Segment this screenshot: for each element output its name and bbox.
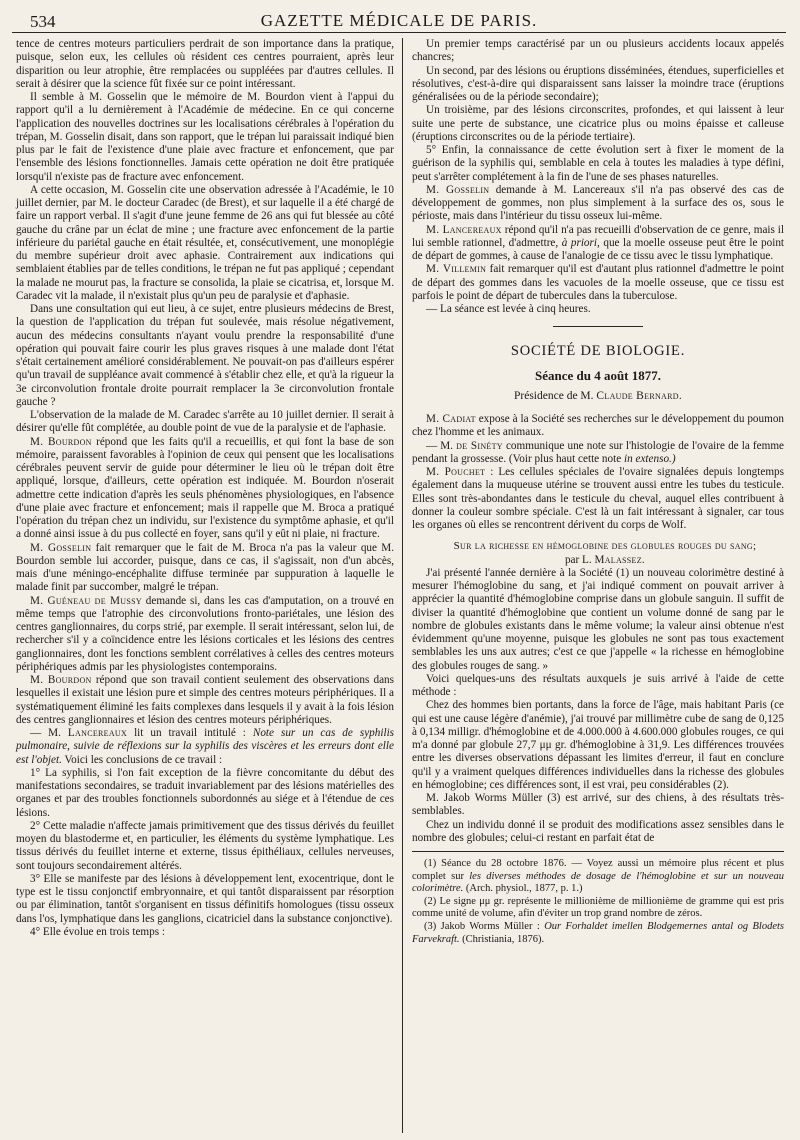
paragraph-text: que la moelle osseuse peut être le point de départ de gommes, à cause de l'analogie de ce tissu avec le tissu lymphatique. — [412, 236, 785, 262]
paragraph-text: lit un travail intitulé : — [134, 727, 246, 739]
speaker-name: M. Bourdon — [30, 435, 92, 448]
paragraph-text: fait remarquer que le fait de M. Broca n'a pas la valeur que M. Bourdon semble lui accorder, puisque, dans ce cas, il s'agissait, non d'un abcès, mais d'une méningo-encéphalite diffuse terminée par suppuration à laquelle le malade finit par succomber, malgré le trépan. — [16, 541, 395, 594]
footnote-emphasis: les diverses méthodes de dosage de l'hémoglobine et sur un nouveau colorimètre. — [412, 870, 784, 895]
paragraph: Un troisième, par des lésions circonscrites, profondes, et qui laissent à leur suite une perte de substance, une cicatrice plus ou moins épaisse et calleuse (éruptions circonscrites ou de la période tertiaire). — [412, 104, 784, 143]
paragraph: 3° Elle se manifeste par des lésions à développement lent, exocentrique, dont le type est le tissu conjonctif embryonnaire, et qui tantôt disparaissent par résorption ou par élimination, tantôt s'organisent en tissus définitifs homologues (tissu osseux dans l'os, lymphatique dans les ganglions, cicatriciel dans la substance conjonctive). — [16, 872, 394, 925]
paragraph: Un second, par des lésions ou éruptions disséminées, étendues, superficielles et résolutives, c'est-à-dire qui disparaissent sans laisser la moindre trace (éruptions généralisées ou de la période secondaire); — [412, 64, 784, 103]
paragraph — [16, 595, 394, 675]
speaker-name: de Sinéty — [456, 439, 503, 452]
page-number: 534 — [30, 12, 56, 31]
paragraph: A cette occasion, M. Gosselin cite une observation adressée à l'Académie, le 10 juillet dernier, par M. le docteur Caradec (de Brest), et sur laquelle il a été chargé de faire un rapport verbal. Il s'agit d'une jeune femme de 26 ans qui fut blessée au côté gauche du crâne par un éclat de mine ; une fracture avec enfoncement de la partie inférieure du pariétal gauche en était résultée, et, consécutivement, une monoplégie du membre supérieur droit avec aphasie. Contrairement aux indications qui semblaient établies par de telles conditions, le trépan ne fut pas appliqué ; cependant la malade ne mourut pas, la fracture se consolida, la plaie se cicatrisa, et, lorsque M. Caradec vit la malade, il n'existait plus qu'un peu de paralysie et d'aphasie. — [16, 183, 394, 302]
emphasis: à priori, — [561, 236, 600, 249]
paragraph: 4° Elle évolue en trois temps : — [30, 925, 165, 938]
paragraph-text: répond que les faits qu'il a recueillis, et qui font la base de son mémoire, paraissent favorables à l'opinion de ceux qui pensent que les localisations cérébrales peuvent servir de guide pour déterminer le lieu où le trépan doit être appliqué, lorsque, d'ailleurs, cette opération est indiquée. M. Bourdon n'oserait admettre cette indication d'après les seuls phénomènes physiologiques, en l'absence d'une plaie avec fracture et enfoncement; mais il rappelle que M. Broca a pratiqué l'opération du trépan chez un individu, sur l'existence du symptôme aphasie, et qu'il a donné ainsi issue à du pus collecté en foyer, sans qu'il y eût ni plaie, ni fracture. — [16, 435, 394, 541]
footnote — [412, 921, 784, 946]
paragraph-text: demande à M. Lancereaux s'il n'a pas observé des cas de développement de gommes, non plus simplement à la surface des os, sous le périoste, mais dans l'intérieur du tissu osseux lui-même. — [412, 183, 784, 223]
paragraph — [16, 542, 394, 595]
article-author — [412, 554, 784, 567]
footnote: (2) Le signe μμ gr. représente le millionième de millionième de gramme qui est pris comme unité de volume, afin d'éviter un trop grand nombre de zéros. — [412, 895, 784, 920]
paragraph — [16, 674, 394, 727]
paragraph-text: communique une note sur l'histologie de l'ovaire de la femme pendant la grossesse. (Voir plus haut cette note — [412, 439, 784, 465]
footnote-divider — [412, 851, 784, 852]
society-title: SOCIÉTÉ DE BIOLOGIE. — [510, 343, 686, 360]
paragraph — [16, 727, 394, 767]
speaker-name: M. Pouchet — [426, 466, 486, 478]
paragraph-text: — M. — [426, 439, 454, 452]
paragraph: Un premier temps caractérisé par un ou plusieurs accidents locaux appelés chancres; — [412, 38, 784, 64]
paragraph-text: : Les cellules spéciales de l'ovaire signalées depuis longtemps également dans la muqueuse utérine se trouvent aussi entre les tubes du testicule. Elles sont très-abondantes dans le testicule du cheval, auquel elles contribuent à donner la couleur sombre spéciale. C'est là un fait intéressant à signaler, car tous les organes où elles se rencontrent dérivent du corps de Wolf. — [412, 466, 784, 531]
president-name: Claude Bernard. — [596, 389, 682, 402]
paragraph: 5° Enfin, la connaissance de cette évolution sert à fixer le moment de la guérison de la syphilis qui, semblable en cela à toutes les maladies à type défini, peut s'arrêter complétement à la fin de l'une de ses phases naturelles. — [412, 144, 784, 183]
paragraph — [412, 224, 784, 264]
speaker-name: M. Gosselin — [30, 541, 92, 554]
section-separator — [553, 326, 643, 327]
footnote-text: (Christiania, 1876). — [462, 933, 545, 945]
paragraph — [412, 440, 784, 467]
footnote — [412, 858, 784, 896]
paragraph: Chez un individu donné il se produit des modifications assez sensibles dans le nombre des globules; celui-ci restant en parfait état de — [412, 818, 784, 844]
speaker-name: Lancereaux — [67, 727, 128, 739]
paragraph-text: répond qu'il n'a pas recueilli d'observation de ce genre, mais il lui semble rationnel, d'admettre, — [412, 223, 785, 249]
paragraph: J'ai présenté l'année dernière à la Société (1) un nouveau colorimètre destiné à mesurer l'hémoglobine du sang, et j'ai indiqué comment on pouvait arriver à apprécier la quantité d'hémoglobine comprise dans un globule sanguin. Il suffit de diviser la quantité d'hémoglobine que contient un volume donné de sang par le nombre de globules existants dans le même volume; la valeur ainsi obtenue n'est évidemment qu'une moyenne, puisque les globules ne sont pas tous exactement semblables les uns aux autres; c'est ce que j'appelle « la richesse en hémoglobine des globules rouges de sang. » — [412, 566, 784, 672]
paragraph-text: Voici les conclusions de ce travail : — [64, 753, 223, 766]
paragraph-text: répond que son travail contient seulement des observations dans lesquelles il existait une lésion pure et simple des centres moteurs périphériques. Il a systématiquement éliminé les faits complexes dans lesquels il y avait à la fois lésion des centres ganglionnaires et lésion des centres moteurs périphériques. — [16, 674, 394, 726]
paragraph — [412, 184, 784, 224]
presidency-line — [412, 390, 784, 403]
presidency-text: Présidence de M. — [514, 389, 594, 402]
paragraph: Il semble à M. Gosselin que le mémoire de M. Bourdon vient à l'appui du rapport qu'il a lu dernièrement à l'Académie de médecine. En ce qui concerne l'application des nouvelles doctrines sur les localisations cérébrales à l'opération du trépan, M. Gosselin disait, dans son rapport, que le trépan lui paraissait indiqué bien plus par le fait de l'existence d'une plaie avec fracture et enfoncement, que par l'ensemble des lésions fonctionnelles. Jamais cette opération ne doit être pratiquée lorsqu'il n'existe pas de fracture avec enfoncement. — [16, 91, 394, 183]
emphasis: in extenso.) — [624, 452, 676, 465]
page-header — [12, 6, 786, 33]
paragraph: Chez des hommes bien portants, dans la force de l'âge, mais habitant Paris (ce qui est une cause légère d'anémie), j'ai trouvé par millimètre cube de sang de 0,125 à 0,134 milligr. d'hémoglobine et de 4.000.000 à 4.600.000 globules rouges, ce qui m'a donné par globule 27,7 μμ gr. d'hémoglobine à 31,9. Les différences trouvées entre les diverses observations dépassant les limites d'erreur, il faut en conclure qu'il y a vraiment quelques différences individuelles dans la richesse des globules en hémoglobine; ces différences sont, il est vrai, peu considérables (2). — [412, 699, 784, 791]
speaker-name: M. Lancereaux — [426, 223, 502, 236]
footnote-text: (1) Séance du 28 octobre 1876. — Voyez aussi un mémoire plus récent et plus complet sur — [412, 858, 784, 882]
footnotes — [412, 858, 784, 946]
paragraph — [412, 263, 784, 303]
speaker-name: M. Gosselin — [426, 183, 490, 196]
article-title: Sur la richesse en hémoglobine des globules rouges du sang; — [453, 540, 757, 553]
paragraph — [412, 466, 784, 532]
footnote-emphasis: Our Forhaldet imellen Blodgemernes antal og Blodets Farvekraft. — [412, 920, 785, 945]
session-date: Séance du 4 août 1877. — [534, 367, 662, 383]
author-name: Malassez. — [594, 553, 646, 566]
paragraph: — La séance est levée à cinq heures. — [426, 303, 591, 315]
footnote-text: (3) Jakob Worms Müller : — [424, 920, 540, 932]
paragraph-text: expose à la Société ses recherches sur le développement du poumon chez l'homme et les animaux. — [412, 413, 785, 439]
paragraph-text: demande si, dans les cas d'amputation, on a trouvé en même temps que l'atrophie des circonvolutions fronto-pariétales, une lésion des centres ganglionnaires, du corps strié, par exemple. Il serait intéressant, selon lui, de rechercher s'il y a coïncidence entre les lésions corticales et les lésions des centres ganglionnaires, dont les fonctions semblent corrélatives à celles des centres moteurs périphériques admis par les physiologistes contemporains. — [16, 594, 395, 673]
left-column — [16, 38, 394, 1133]
paragraph-text: — M. — [30, 727, 61, 739]
speaker-name: M. Bourdon — [30, 674, 92, 686]
running-title: GAZETTE MÉDICALE DE PARIS. — [260, 11, 538, 30]
paragraph: 2° Cette maladie n'affecte jamais primitivement que des tissus dérivés du feuillet moyen du blastoderme et, en particulier, les éléments du système lymphatique. Les tissus dérivés du feuillet interne et externe, tissus épithéliaux, cellules nerveuses, sont toujours secondairement altérés. — [16, 819, 394, 872]
column-divider — [402, 38, 403, 1133]
paragraph — [16, 436, 394, 542]
right-column — [412, 38, 784, 1133]
speaker-name: M. Cadiat — [426, 413, 476, 425]
paragraph: Voici quelques-uns des résultats auxquels je suis arrivé à l'aide de cette méthode : — [412, 672, 784, 698]
paragraph-text: fait remarquer qu'il est d'autant plus rationnel d'admettre le point de départ des gommes dans les vacuoles de la moelle osseuse, que ce tissu est parfois le point de départ de tubercules dans la tuberculose. — [412, 263, 784, 302]
paragraph: 1° La syphilis, si l'on fait exception de la fièvre concomitante du début des manifestations secondaires, se traduit invariablement par des lésions matérielles des organes et par des troubles fonctionnels subordonnés au siége et à l'étendue de ces lésions. — [16, 766, 394, 819]
work-title: Note sur un cas de syphilis pulmonaire, suivie de réflexions sur la syphilis des viscères et les erreurs dont elle est l'objet. — [16, 727, 395, 766]
speaker-name: M. Guéneau de Mussy — [30, 594, 142, 607]
paragraph: M. Jakob Worms Müller (3) est arrivé, sur des chiens, à des résultats très-semblables. — [412, 792, 784, 818]
paragraph: Dans une consultation qui eut lieu, à ce sujet, entre plusieurs médecins de Brest, la question de l'application du trépan fut soulevée, mais résolue négativement, aucun des médecins consultants n'ayant voulu prendre la responsabilité d'une opération qui pouvait faire courir les plus graves risques à une malade dont l'état s'était certainement amélioré considérablement. Ne pouvait-on pas d'ailleurs espérer qu'un travail de suppléance avait commencé à s'établir chez elle, et qu'à la rigueur la 3e circonvolution frontale droite pourrait remplacer la 3e circonvolution frontale gauche ? — [16, 303, 394, 408]
author-prefix: par L. — [564, 553, 592, 566]
paragraph: L'observation de la malade de M. Caradec s'arrête au 10 juillet dernier. Il serait à désirer qu'elle fût complétée, au double point de vue de la paralysie et de l'aphasie. — [16, 409, 394, 435]
paragraph: tence de centres moteurs particuliers perdrait de son importance dans la pratique, puisque, selon eux, les cellules où résident ces centres pourraient, après leur disparition ou leur atrophie, être remplacées ou suppléées par d'autres cellules. Il serait à désirer que la science fût fixée sur ce point intéressant. — [16, 38, 394, 90]
paragraph — [412, 413, 784, 440]
speaker-name: M. Villemin — [426, 263, 487, 276]
footnote-text: (Arch. physiol., 1877, p. 1.) — [465, 883, 583, 895]
